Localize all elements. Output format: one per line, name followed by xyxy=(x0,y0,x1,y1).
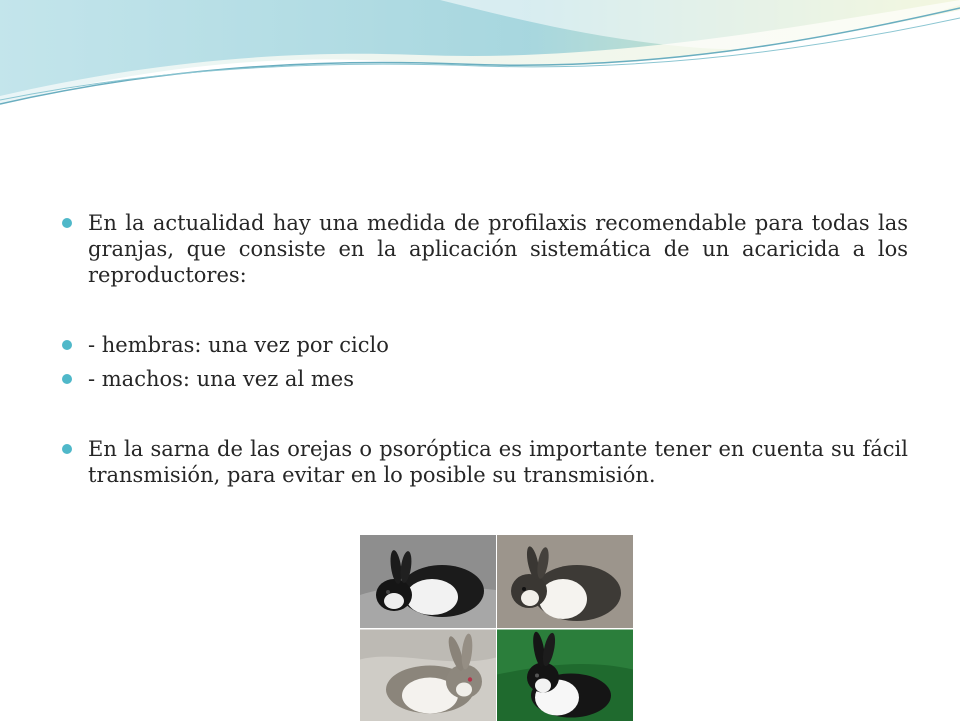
slide-content xyxy=(62,210,908,488)
black-white-rabbit-green-background-photo xyxy=(497,629,633,721)
black-white-rabbit-photo xyxy=(360,535,496,628)
bullet-text: - hembras: una vez por ciclo xyxy=(88,333,389,357)
bullet-dot-icon xyxy=(62,374,72,384)
bullet-text: - machos: una vez al mes xyxy=(88,367,354,391)
bullet-text: En la actualidad hay una medida de profilaxis recomendable para todas las granjas, que consiste en la aplicación sistemática de un acaricida a los reproductores: xyxy=(88,211,908,287)
bullet-machos xyxy=(62,366,908,392)
bullet-profilaxis xyxy=(62,210,908,288)
brown-white-rabbit-photo xyxy=(497,535,633,628)
grey-white-rabbit-photo xyxy=(360,629,496,721)
bullet-dot-icon xyxy=(62,218,72,228)
bullet-dot-icon xyxy=(62,444,72,454)
bullet-sarna xyxy=(62,436,908,488)
rabbit-photo-grid xyxy=(360,535,632,720)
bullet-dot-icon xyxy=(62,340,72,350)
bullet-text: En la sarna de las orejas o psoróptica es importante tener en cuenta su fácil transmisión, para evitar en lo posible su transmisión. xyxy=(88,437,908,487)
bullet-hembras xyxy=(62,332,908,358)
header-wave-decoration xyxy=(0,0,960,120)
